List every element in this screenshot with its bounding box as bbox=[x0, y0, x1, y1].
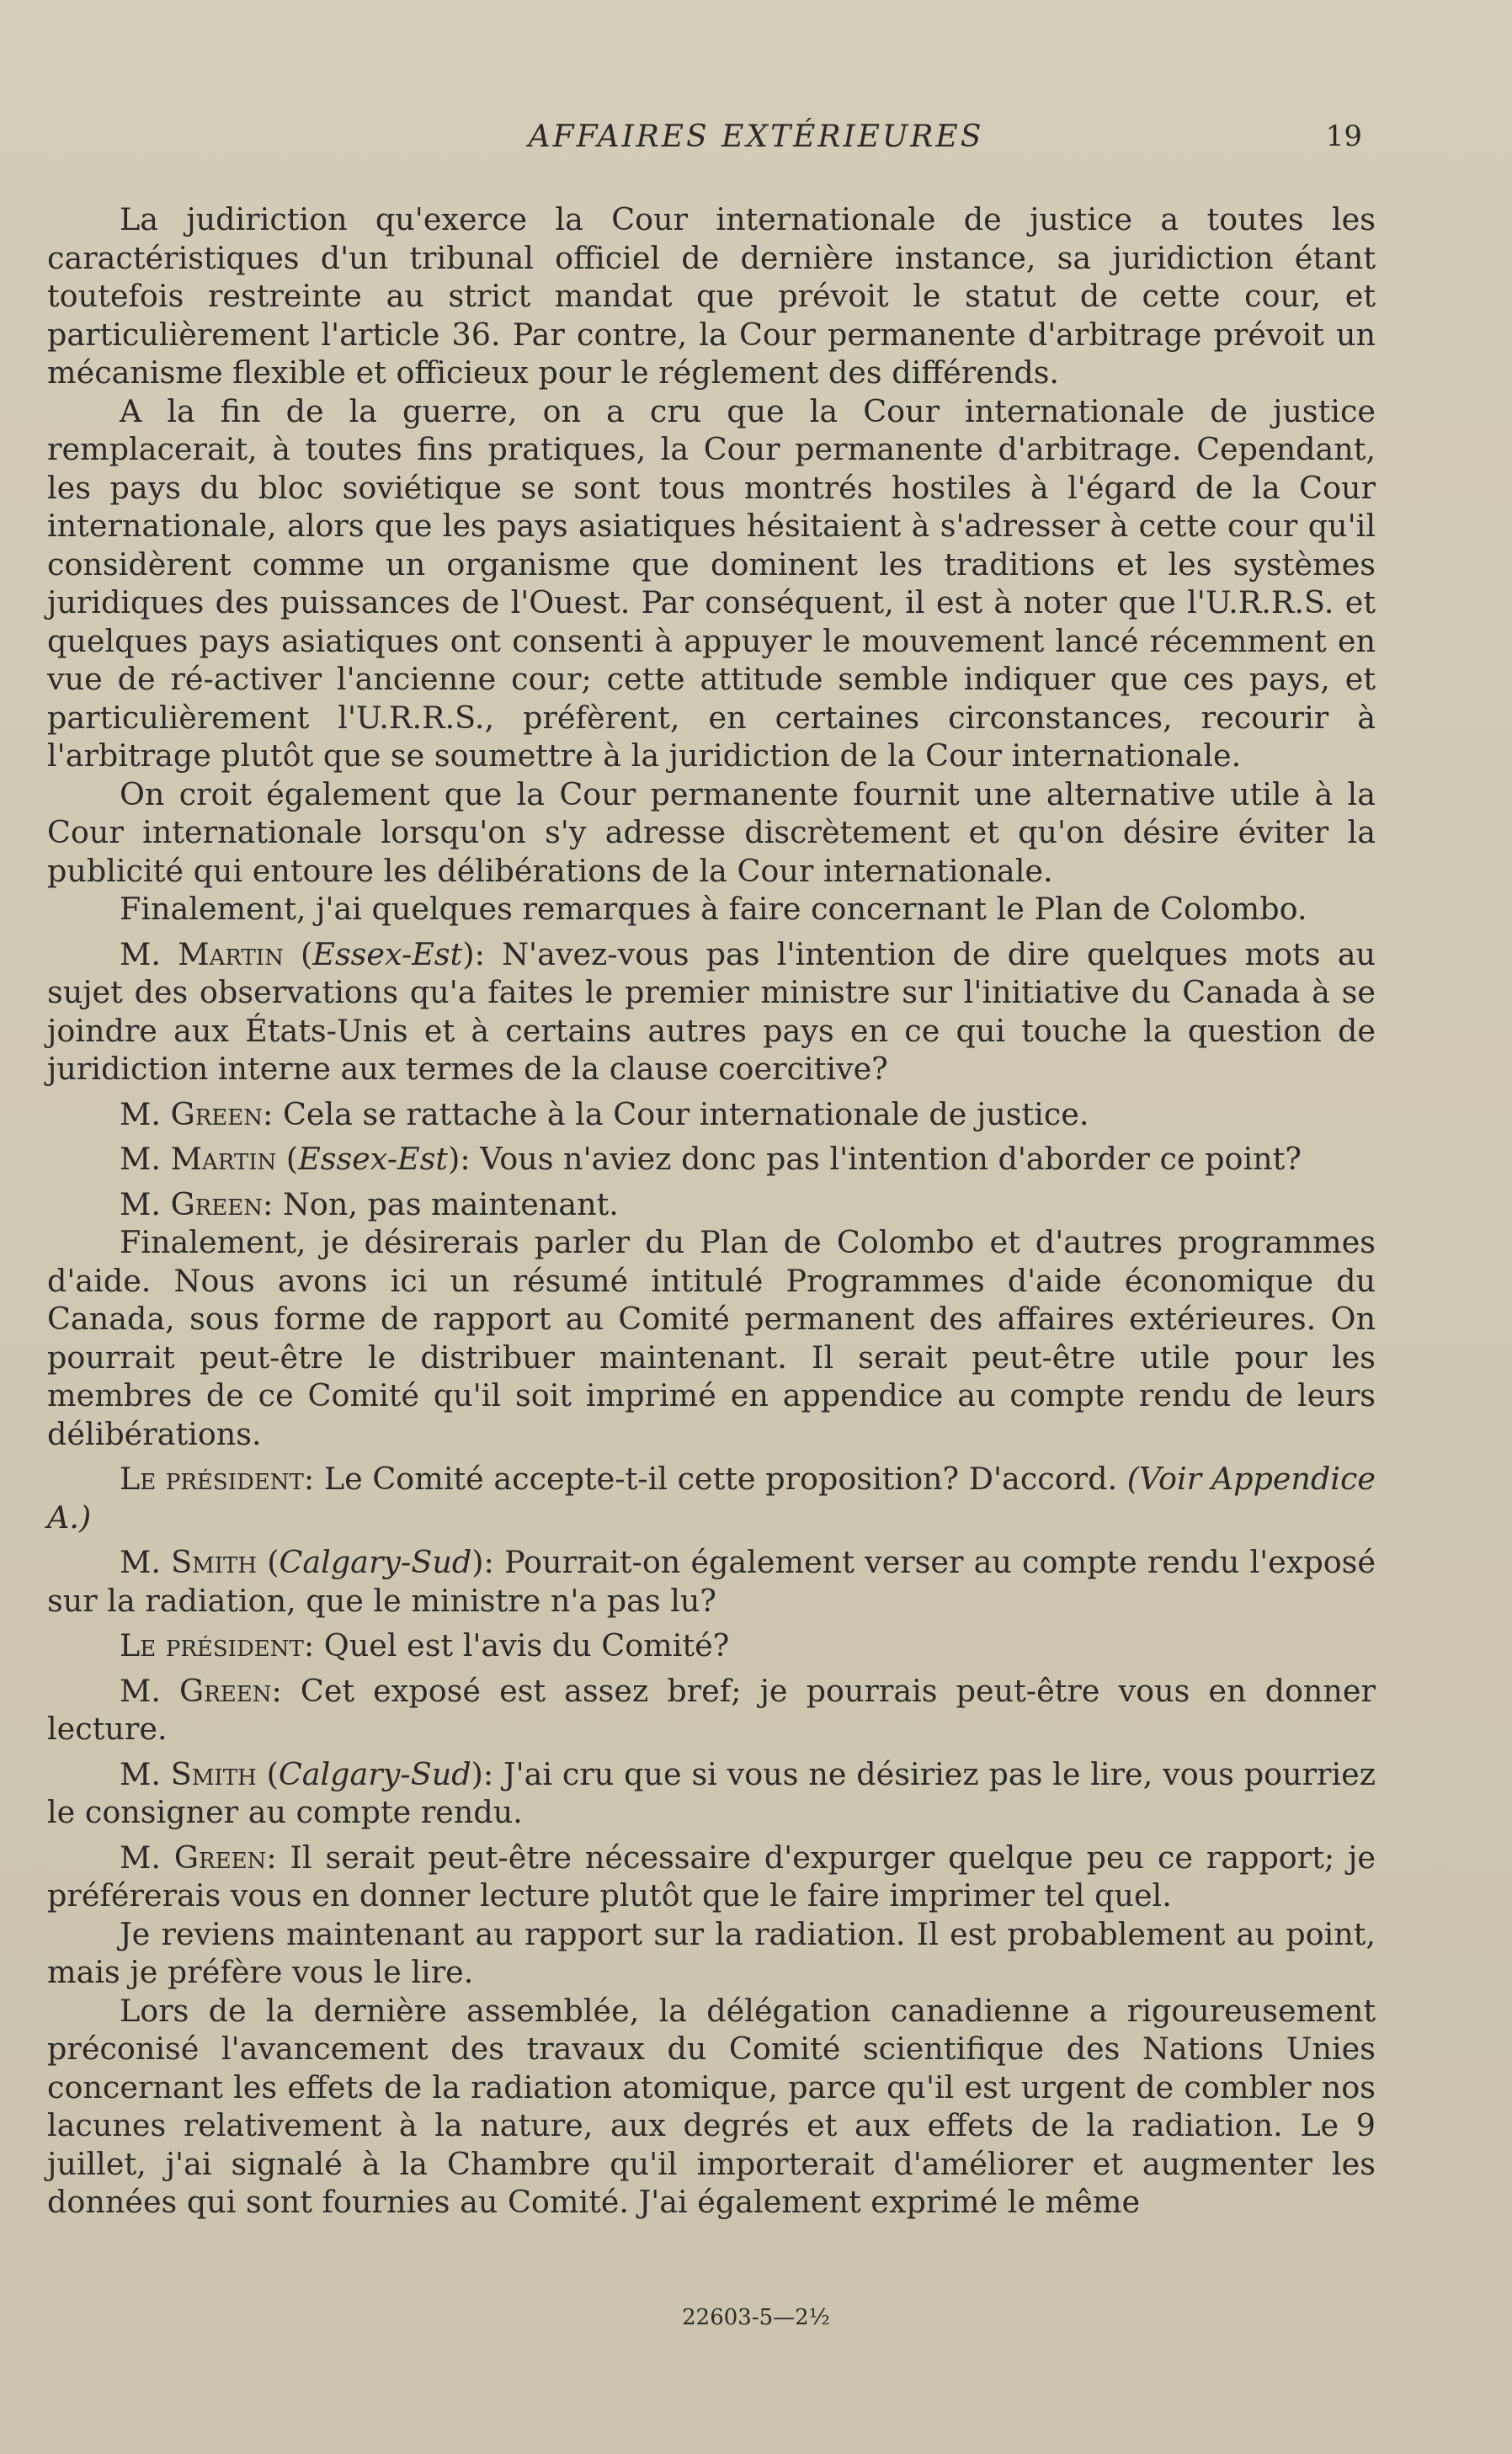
speaker-name: M. Green bbox=[120, 1185, 264, 1222]
speaker-name: M. Martin bbox=[120, 935, 284, 972]
speaker-name: Le président bbox=[120, 1627, 304, 1664]
paragraph: Finalement, j'ai quelques remarques à faire concernant le Plan de Colombo. bbox=[120, 891, 1307, 927]
speaker-riding: Calgary-Sud bbox=[278, 1755, 471, 1792]
speaker-paragraph: M. Green: Non, pas maintenant. bbox=[120, 1185, 619, 1222]
page-number: 19 bbox=[1325, 120, 1362, 153]
speaker-paragraph: M. Green: Cela se rattache à la Cour internationale de justice. bbox=[120, 1095, 1089, 1132]
speaker-riding: Calgary-Sud bbox=[279, 1544, 472, 1580]
speaker-riding: Essex-Est bbox=[298, 1141, 449, 1177]
speaker-name: M. Smith bbox=[120, 1755, 257, 1792]
speaker-paragraph: M. Martin (Essex-Est): N'avez-vous pas l'intention de dire quelques mots au sujet des observations qu'a faites le premier ministre sur l'initiative du Canada à se joindre aux États-Unis et à certains autres pays en ce qui touche la question de juridiction interne aux termes de la clause coercitive? bbox=[47, 935, 1376, 1087]
printer-signature: 22603-5—2½ bbox=[682, 2305, 830, 2330]
speaker-paragraph: M. Smith (Calgary-Sud): J'ai cru que si vous ne désiriez pas le lire, vous pourriez le consigner au compte rendu. bbox=[47, 1755, 1376, 1830]
speaker-paragraph: M. Smith (Calgary-Sud): Pourrait-on également verser au compte rendu l'exposé sur la radiation, que le ministre n'a pas lu? bbox=[47, 1544, 1376, 1619]
speaker-name: M. Martin bbox=[120, 1141, 277, 1177]
paragraph: Finalement, je désirerais parler du Plan de Colombo et d'autres programmes d'aide. Nous avons ici un résumé intitulé Programmes d'aide économique du Canada, sous forme de rapport au Comité permanent des affaires extérieures. On pourrait peut-être le distribuer maintenant. Il serait peut-être utile pour les membres de ce Comité qu'il soit imprimé en appendice au compte rendu de leurs délibérations. bbox=[47, 1224, 1376, 1452]
speaker-paragraph: M. Martin (Essex-Est): Vous n'aviez donc pas l'intention d'aborder ce point? bbox=[120, 1141, 1302, 1177]
speaker-paragraph: M. Green: Cet exposé est assez bref; je pourrais peut-être vous en donner lecture. bbox=[47, 1672, 1376, 1747]
speaker-name: M. Smith bbox=[120, 1544, 258, 1580]
paragraph: Je reviens maintenant au rapport sur la radiation. Il est probablement au point, mais je préfère vous le lire. bbox=[47, 1915, 1376, 1990]
speaker-name: M. Green bbox=[120, 1839, 267, 1876]
body-text bbox=[47, 200, 1376, 2222]
running-title: AFFAIRES EXTÉRIEURES bbox=[528, 120, 984, 154]
paragraph: Lors de la dernière assemblée, la délégation canadienne a rigoureusement préconisé l'avancement des travaux du Comité scientifique des Nations Unies concernant les effets de la radiation atomique, parce qu'il est urgent de combler nos lacunes relativement à la nature, aux degrés et aux effets de la radiation. Le 9 juillet, j'ai signalé à la Chambre qu'il importerait d'améliorer et augmenter les données qui sont fournies au Comité. J'ai également exprimé le même bbox=[47, 1992, 1376, 2220]
speaker-riding: Essex-Est bbox=[312, 935, 463, 972]
appendix-note: (Voir Appendice A.) bbox=[47, 1461, 1376, 1536]
page-header bbox=[0, 120, 1512, 167]
speaker-paragraph: Le président: Le Comité accepte-t-il cette proposition? D'accord. (Voir Appendice A.) bbox=[47, 1461, 1376, 1536]
paragraph: La judiriction qu'exerce la Cour internationale de justice a toutes les caractéristiques d'un tribunal officiel de dernière instance, sa juridiction étant toutefois restreinte au strict mandat que prévoit le statut de cette cour, et particulièrement l'article 36. Par contre, la Cour permanente d'arbitrage prévoit un mécanisme flexible et officieux pour le réglement des différends. bbox=[47, 201, 1376, 391]
speaker-name: Le président bbox=[120, 1461, 304, 1497]
speaker-paragraph: Le président: Quel est l'avis du Comité? bbox=[120, 1627, 730, 1664]
speaker-name: M. Green bbox=[120, 1672, 272, 1709]
speaker-paragraph: M. Green: Il serait peut-être nécessaire d'expurger quelque peu ce rapport; je préférerais vous en donner lecture plutôt que le faire imprimer tel quel. bbox=[47, 1839, 1376, 1914]
paragraph: A la fin de la guerre, on a cru que la Cour internationale de justice remplacerait, à toutes fins pratiques, la Cour permanente d'arbitrage. Cependant, les pays du bloc soviétique se sont tous montrés hostiles à l'égard de la Cour internationale, alors que les pays asiatiques hésitaient à s'adresser à cette cour qu'il considèrent comme un organisme que dominent les traditions et les systèmes juridiques des puissances de l'Ouest. Par conséquent, il est à noter que l'U.R.R.S. et quelques pays asiatiques ont consenti à appuyer le mouvement lancé récemment en vue de ré-activer l'ancienne cour; cette attitude semble indiquer que ces pays, et particulièrement l'U.R.R.S., préfèrent, en certaines circonstances, recourir à l'arbitrage plutôt que se soumettre à la juridiction de la Cour internationale. bbox=[47, 392, 1376, 774]
speaker-name: M. Green bbox=[120, 1095, 264, 1132]
paragraph: On croit également que la Cour permanente fournit une alternative utile à la Cour internationale lorsqu'on s'y adresse discrètement et qu'on désire éviter la publicité qui entoure les délibérations de la Cour internationale. bbox=[47, 775, 1376, 889]
